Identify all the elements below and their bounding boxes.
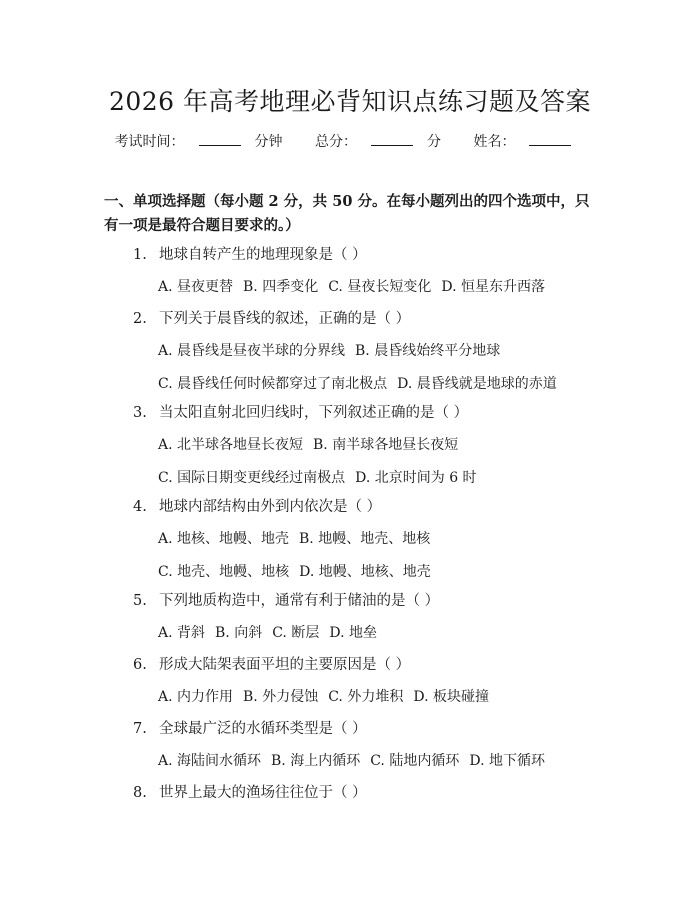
question-stem <box>133 495 381 516</box>
question-stem <box>133 781 367 802</box>
option-line <box>158 340 510 360</box>
question-stem <box>133 589 439 610</box>
question-text: 全球最广泛的水循环类型是（ ） <box>159 721 367 737</box>
answer-option: B. 外力侵蚀 <box>243 689 319 705</box>
name-blank <box>529 133 571 146</box>
question-stem <box>133 401 468 422</box>
option-line <box>158 561 441 581</box>
answer-option: C. 晨昏线任何时候都穿过了南北极点 <box>158 376 388 392</box>
exam-meta <box>0 131 700 151</box>
option-line <box>158 686 499 706</box>
answer-option: B. 地幔、地壳、地核 <box>299 531 431 547</box>
time-blank <box>199 133 241 146</box>
answer-option: C. 昼夜长短变化 <box>328 279 432 295</box>
answer-option: A. 晨昏线是昼夜半球的分界线 <box>158 343 346 359</box>
answer-option: D. 北京时间为 6 时 <box>355 470 477 486</box>
time-unit: 分钟 <box>254 134 283 150</box>
answer-option: C. 断层 <box>272 625 320 641</box>
name-label: 姓名： <box>473 134 516 150</box>
score-field <box>315 131 441 151</box>
score-blank <box>371 133 413 146</box>
option-line <box>158 276 555 296</box>
question-text: 形成大陆架表面平坦的主要原因是（ ） <box>159 657 411 673</box>
question-text: 地球自转产生的地理现象是（ ） <box>159 247 367 263</box>
question-text: 世界上最大的渔场往往位于（ ） <box>159 785 367 801</box>
answer-option: B. 向斜 <box>215 625 263 641</box>
option-line <box>158 434 468 454</box>
question-stem <box>133 653 410 674</box>
answer-option: C. 外力堆积 <box>328 689 404 705</box>
question-number: 3. <box>133 405 147 421</box>
time-label: 考试时间： <box>114 134 185 150</box>
answer-option: D. 地下循环 <box>469 753 545 769</box>
question-number: 4. <box>133 499 147 515</box>
answer-option: A. 北半球各地昼长夜短 <box>158 437 304 453</box>
question-stem <box>133 307 410 328</box>
option-line <box>158 373 567 393</box>
answer-option: A. 地核、地幔、地壳 <box>158 531 290 547</box>
option-line <box>158 622 387 642</box>
answer-option: B. 四季变化 <box>243 279 319 295</box>
answer-option: C. 国际日期变更线经过南极点 <box>158 470 346 486</box>
answer-option: D. 恒星东升西落 <box>441 279 545 295</box>
page-title: 2026 年高考地理必背知识点练习题及答案 <box>108 87 592 116</box>
question-text: 下列地质构造中，通常有利于储油的是（ ） <box>159 593 440 609</box>
question-text: 下列关于晨昏线的叙述，正确的是（ ） <box>159 311 411 327</box>
answer-option: D. 地幔、地核、地壳 <box>299 564 431 580</box>
section-heading: 一、单项选择题（每小题 2 分，共 50 分。在每小题列出的四个选项中，只有一项是最符合题目要求的。） <box>104 193 590 234</box>
answer-option: D. 晨昏线就是地球的赤道 <box>397 376 557 392</box>
question-text: 地球内部结构由外到内依次是（ ） <box>159 499 382 515</box>
answer-option: B. 海上内循环 <box>271 753 361 769</box>
answer-option: A. 内力作用 <box>158 689 234 705</box>
score-unit: 分 <box>427 134 441 150</box>
time-field <box>115 131 283 151</box>
question-number: 1. <box>133 247 147 263</box>
question-number: 5. <box>133 593 147 609</box>
answer-option: D. 地垒 <box>329 625 377 641</box>
name-field <box>473 131 585 151</box>
question-number: 8. <box>133 785 147 801</box>
answer-option: C. 陆地内循环 <box>370 753 460 769</box>
answer-option: D. 板块碰撞 <box>413 689 489 705</box>
question-number: 6. <box>133 657 147 673</box>
answer-option: A. 海陆间水循环 <box>158 753 262 769</box>
answer-option: A. 背斜 <box>158 625 206 641</box>
score-label: 总分： <box>315 134 357 150</box>
option-line <box>158 750 555 770</box>
answer-option: C. 地壳、地幔、地核 <box>158 564 290 580</box>
answer-option: B. 晨昏线始终平分地球 <box>355 343 501 359</box>
question-stem <box>133 243 367 264</box>
answer-option: A. 昼夜更替 <box>158 279 234 295</box>
question-stem <box>133 717 367 738</box>
question-number: 7. <box>133 721 147 737</box>
question-text: 当太阳直射北回归线时，下列叙述正确的是（ ） <box>159 405 469 421</box>
question-number: 2. <box>133 311 147 327</box>
answer-option: B. 南半球各地昼长夜短 <box>313 437 459 453</box>
option-line <box>158 528 440 548</box>
option-line <box>158 467 487 487</box>
